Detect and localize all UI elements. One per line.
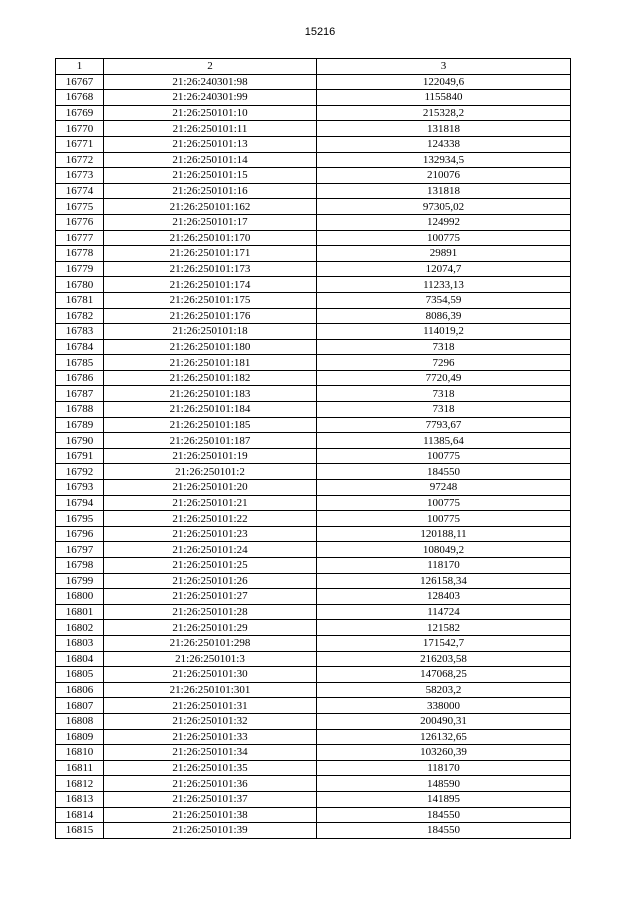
table-row	[56, 324, 571, 340]
cell-row-number: 16789	[56, 417, 104, 433]
cell-cadastral-number: 21:26:250101:22	[104, 511, 317, 527]
cell-row-number: 16785	[56, 355, 104, 371]
cell-value: 131818	[317, 183, 571, 199]
cell-cadastral-number: 21:26:250101:181	[104, 355, 317, 371]
table-row	[56, 589, 571, 605]
cell-row-number: 16805	[56, 667, 104, 683]
table-body	[56, 74, 571, 838]
cell-value: 11233,13	[317, 277, 571, 293]
cell-value: 148590	[317, 776, 571, 792]
cell-row-number: 16790	[56, 433, 104, 449]
table-row	[56, 651, 571, 667]
cell-value: 97248	[317, 480, 571, 496]
cell-value: 184550	[317, 823, 571, 839]
cell-row-number: 16792	[56, 464, 104, 480]
cell-value: 100775	[317, 511, 571, 527]
cell-row-number: 16798	[56, 558, 104, 574]
cell-row-number: 16769	[56, 105, 104, 121]
column-header-cadastral-number: 2	[104, 59, 317, 75]
cell-value: 338000	[317, 698, 571, 714]
cell-value: 7318	[317, 386, 571, 402]
cell-row-number: 16773	[56, 168, 104, 184]
column-header-value: 3	[317, 59, 571, 75]
cell-cadastral-number: 21:26:250101:175	[104, 292, 317, 308]
cell-row-number: 16807	[56, 698, 104, 714]
table-row	[56, 791, 571, 807]
cell-value: 114019,2	[317, 324, 571, 340]
table-row	[56, 745, 571, 761]
table-row	[56, 526, 571, 542]
cell-value: 184550	[317, 807, 571, 823]
cell-row-number: 16797	[56, 542, 104, 558]
cell-cadastral-number: 21:26:250101:38	[104, 807, 317, 823]
cadastral-value-table	[55, 58, 571, 839]
cell-value: 114724	[317, 604, 571, 620]
cell-row-number: 16776	[56, 214, 104, 230]
cell-row-number: 16804	[56, 651, 104, 667]
table-row	[56, 729, 571, 745]
cell-row-number: 16791	[56, 448, 104, 464]
table-row	[56, 417, 571, 433]
table-row	[56, 386, 571, 402]
cell-cadastral-number: 21:26:250101:301	[104, 682, 317, 698]
cell-value: 124992	[317, 214, 571, 230]
cell-row-number: 16781	[56, 292, 104, 308]
cell-value: 11385,64	[317, 433, 571, 449]
cell-value: 100775	[317, 495, 571, 511]
cell-value: 7720,49	[317, 370, 571, 386]
cell-value: 126132,65	[317, 729, 571, 745]
cell-cadastral-number: 21:26:250101:28	[104, 604, 317, 620]
cell-value: 8086,39	[317, 308, 571, 324]
cell-value: 58203,2	[317, 682, 571, 698]
table-row	[56, 464, 571, 480]
cell-row-number: 16813	[56, 791, 104, 807]
table-row	[56, 152, 571, 168]
table-row	[56, 635, 571, 651]
cell-row-number: 16774	[56, 183, 104, 199]
cell-cadastral-number: 21:26:240301:99	[104, 90, 317, 106]
cell-row-number: 16780	[56, 277, 104, 293]
cell-row-number: 16793	[56, 480, 104, 496]
cell-cadastral-number: 21:26:250101:183	[104, 386, 317, 402]
cell-value: 121582	[317, 620, 571, 636]
cell-cadastral-number: 21:26:250101:185	[104, 417, 317, 433]
cell-row-number: 16802	[56, 620, 104, 636]
column-header-number: 1	[56, 59, 104, 75]
cell-row-number: 16784	[56, 339, 104, 355]
cell-cadastral-number: 21:26:250101:10	[104, 105, 317, 121]
cell-row-number: 16782	[56, 308, 104, 324]
cell-value: 210076	[317, 168, 571, 184]
table-row	[56, 308, 571, 324]
page-number: 15216	[304, 26, 336, 38]
cell-row-number: 16767	[56, 74, 104, 90]
cell-cadastral-number: 21:26:250101:16	[104, 183, 317, 199]
table-row	[56, 667, 571, 683]
cell-cadastral-number: 21:26:250101:25	[104, 558, 317, 574]
cell-value: 171542,7	[317, 635, 571, 651]
cell-row-number: 16772	[56, 152, 104, 168]
cell-cadastral-number: 21:26:250101:35	[104, 760, 317, 776]
cell-cadastral-number: 21:26:250101:33	[104, 729, 317, 745]
cell-cadastral-number: 21:26:250101:17	[104, 214, 317, 230]
cell-cadastral-number: 21:26:250101:32	[104, 713, 317, 729]
cell-row-number: 16810	[56, 745, 104, 761]
table-row	[56, 823, 571, 839]
cell-value: 141895	[317, 791, 571, 807]
cell-value: 216203,58	[317, 651, 571, 667]
cell-row-number: 16808	[56, 713, 104, 729]
cell-cadastral-number: 21:26:250101:174	[104, 277, 317, 293]
table-row	[56, 214, 571, 230]
cell-cadastral-number: 21:26:250101:176	[104, 308, 317, 324]
cell-row-number: 16796	[56, 526, 104, 542]
table-row	[56, 542, 571, 558]
table-row	[56, 558, 571, 574]
cell-value: 7793,67	[317, 417, 571, 433]
cell-row-number: 16770	[56, 121, 104, 137]
cell-value: 122049,6	[317, 74, 571, 90]
cell-value: 108049,2	[317, 542, 571, 558]
table-row	[56, 339, 571, 355]
table-row	[56, 698, 571, 714]
table-row	[56, 199, 571, 215]
table-row	[56, 261, 571, 277]
table-row	[56, 121, 571, 137]
table-row	[56, 448, 571, 464]
cell-value: 103260,39	[317, 745, 571, 761]
cell-row-number: 16795	[56, 511, 104, 527]
cell-row-number: 16800	[56, 589, 104, 605]
cell-cadastral-number: 21:26:250101:11	[104, 121, 317, 137]
table-header-row	[56, 59, 571, 75]
cell-value: 200490,31	[317, 713, 571, 729]
cell-row-number: 16786	[56, 370, 104, 386]
cell-cadastral-number: 21:26:240301:98	[104, 74, 317, 90]
table-row	[56, 604, 571, 620]
cell-row-number: 16768	[56, 90, 104, 106]
cell-cadastral-number: 21:26:250101:182	[104, 370, 317, 386]
table-row	[56, 713, 571, 729]
table-row	[56, 230, 571, 246]
cell-value: 120188,11	[317, 526, 571, 542]
cell-value: 97305,02	[317, 199, 571, 215]
cell-value: 118170	[317, 558, 571, 574]
cell-cadastral-number: 21:26:250101:171	[104, 246, 317, 262]
cell-cadastral-number: 21:26:250101:3	[104, 651, 317, 667]
cell-row-number: 16794	[56, 495, 104, 511]
cell-cadastral-number: 21:26:250101:21	[104, 495, 317, 511]
cell-value: 7296	[317, 355, 571, 371]
cell-value: 100775	[317, 230, 571, 246]
table-row	[56, 74, 571, 90]
cell-cadastral-number: 21:26:250101:30	[104, 667, 317, 683]
cell-cadastral-number: 21:26:250101:162	[104, 199, 317, 215]
cell-row-number: 16783	[56, 324, 104, 340]
cell-row-number: 16799	[56, 573, 104, 589]
table-row	[56, 682, 571, 698]
cell-cadastral-number: 21:26:250101:13	[104, 136, 317, 152]
table-row	[56, 246, 571, 262]
cell-value: 1155840	[317, 90, 571, 106]
cell-cadastral-number: 21:26:250101:180	[104, 339, 317, 355]
cell-cadastral-number: 21:26:250101:37	[104, 791, 317, 807]
cell-value: 184550	[317, 464, 571, 480]
cell-value: 29891	[317, 246, 571, 262]
cell-cadastral-number: 21:26:250101:39	[104, 823, 317, 839]
cell-value: 100775	[317, 448, 571, 464]
table-row	[56, 183, 571, 199]
cell-row-number: 16778	[56, 246, 104, 262]
cell-value: 12074,7	[317, 261, 571, 277]
cell-value: 124338	[317, 136, 571, 152]
cell-cadastral-number: 21:26:250101:31	[104, 698, 317, 714]
cell-row-number: 16801	[56, 604, 104, 620]
cell-cadastral-number: 21:26:250101:29	[104, 620, 317, 636]
cell-cadastral-number: 21:26:250101:15	[104, 168, 317, 184]
table-row	[56, 620, 571, 636]
cell-row-number: 16771	[56, 136, 104, 152]
table-row	[56, 776, 571, 792]
cell-cadastral-number: 21:26:250101:2	[104, 464, 317, 480]
cell-row-number: 16779	[56, 261, 104, 277]
cell-cadastral-number: 21:26:250101:26	[104, 573, 317, 589]
table-row	[56, 807, 571, 823]
table-row	[56, 90, 571, 106]
cell-cadastral-number: 21:26:250101:298	[104, 635, 317, 651]
cell-cadastral-number: 21:26:250101:36	[104, 776, 317, 792]
cell-value: 7318	[317, 402, 571, 418]
table-row	[56, 370, 571, 386]
table-row	[56, 480, 571, 496]
table-row	[56, 760, 571, 776]
table-row	[56, 433, 571, 449]
cell-value: 128403	[317, 589, 571, 605]
cell-cadastral-number: 21:26:250101:18	[104, 324, 317, 340]
cell-cadastral-number: 21:26:250101:23	[104, 526, 317, 542]
cell-cadastral-number: 21:26:250101:173	[104, 261, 317, 277]
cell-value: 131818	[317, 121, 571, 137]
cell-cadastral-number: 21:26:250101:170	[104, 230, 317, 246]
cell-row-number: 16803	[56, 635, 104, 651]
cell-value: 118170	[317, 760, 571, 776]
cell-row-number: 16777	[56, 230, 104, 246]
cell-row-number: 16814	[56, 807, 104, 823]
table-row	[56, 277, 571, 293]
cell-value: 126158,34	[317, 573, 571, 589]
cell-value: 132934,5	[317, 152, 571, 168]
cell-value: 7354,59	[317, 292, 571, 308]
cell-value: 7318	[317, 339, 571, 355]
cell-cadastral-number: 21:26:250101:20	[104, 480, 317, 496]
cell-cadastral-number: 21:26:250101:187	[104, 433, 317, 449]
cell-row-number: 16775	[56, 199, 104, 215]
table-row	[56, 168, 571, 184]
cell-row-number: 16806	[56, 682, 104, 698]
cell-row-number: 16811	[56, 760, 104, 776]
table-row	[56, 355, 571, 371]
cell-row-number: 16787	[56, 386, 104, 402]
table-row	[56, 495, 571, 511]
table-row	[56, 292, 571, 308]
cell-row-number: 16812	[56, 776, 104, 792]
cell-row-number: 16809	[56, 729, 104, 745]
cell-cadastral-number: 21:26:250101:19	[104, 448, 317, 464]
cell-cadastral-number: 21:26:250101:34	[104, 745, 317, 761]
cell-cadastral-number: 21:26:250101:24	[104, 542, 317, 558]
table-row	[56, 136, 571, 152]
cell-cadastral-number: 21:26:250101:184	[104, 402, 317, 418]
table-row	[56, 105, 571, 121]
cell-cadastral-number: 21:26:250101:27	[104, 589, 317, 605]
cell-cadastral-number: 21:26:250101:14	[104, 152, 317, 168]
table-row	[56, 402, 571, 418]
cell-value: 147068,25	[317, 667, 571, 683]
cell-value: 215328,2	[317, 105, 571, 121]
table-row	[56, 511, 571, 527]
table-row	[56, 573, 571, 589]
cell-row-number: 16788	[56, 402, 104, 418]
cell-row-number: 16815	[56, 823, 104, 839]
